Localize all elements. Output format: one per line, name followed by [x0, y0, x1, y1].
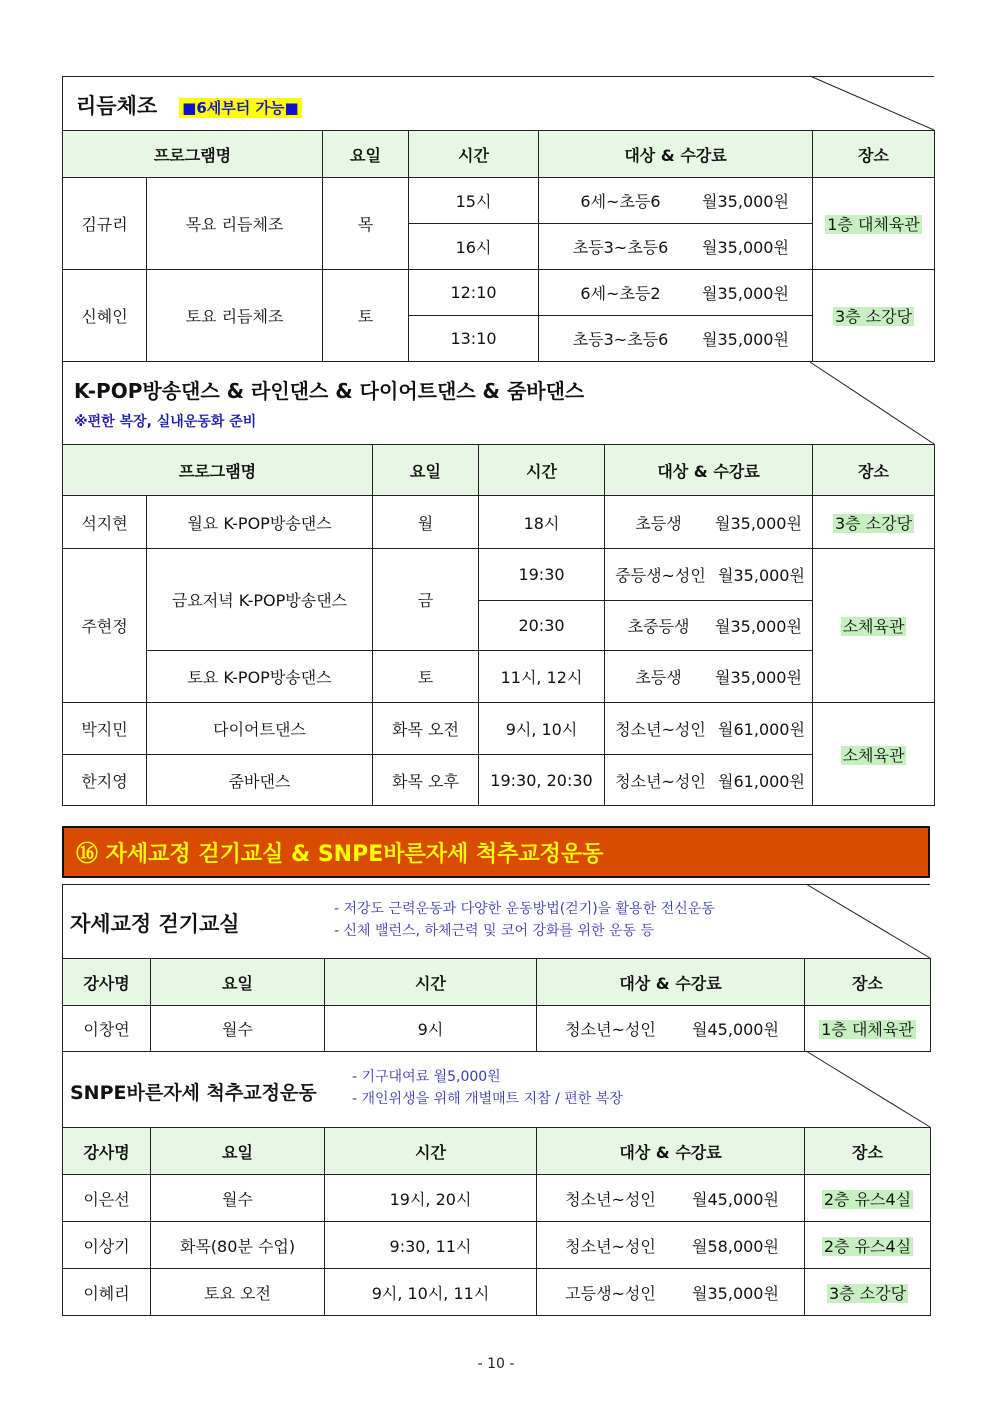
table-row — [63, 1222, 931, 1269]
header-place: 장소 — [813, 131, 935, 178]
time: 9:30, 11시 — [325, 1222, 537, 1269]
program: 토요 리듬체조 — [147, 270, 323, 362]
snpe-title-diagonal — [806, 1051, 932, 1129]
target-fee: 6세~초등6 월35,000원 — [539, 178, 813, 224]
day: 월수 — [151, 1175, 325, 1222]
section-banner: ⑯ 자세교정 걷기교실 & SNPE바른자세 척추교정운동 — [62, 826, 930, 878]
place: 2층 유스4실 — [805, 1222, 931, 1269]
instructor: 이창연 — [63, 1006, 151, 1052]
instructor: 주현정 — [63, 549, 147, 703]
target-fee: 고등생~성인 월35,000원 — [537, 1269, 805, 1316]
walking-title-diagonal — [806, 884, 932, 960]
table-row — [63, 270, 935, 316]
program: 금요저녁 K-POP방송댄스 — [147, 549, 373, 651]
rhythm-title-diagonal — [810, 76, 936, 132]
walking-note-2: - 신체 밸런스, 하체근력 및 코어 강화를 위한 운동 등 — [334, 923, 655, 939]
age-badge: ■6세부터 가능■ — [179, 98, 301, 118]
table-row — [63, 549, 935, 601]
place: 2층 유스4실 — [805, 1175, 931, 1222]
time: 13:10 — [409, 316, 539, 362]
time: 19:30, 20:30 — [479, 755, 605, 806]
instructor: 이혜리 — [63, 1269, 151, 1316]
header-time: 시간 — [325, 959, 537, 1006]
header-day: 요일 — [151, 1128, 325, 1175]
header-target-fee: 대상 & 수강료 — [605, 445, 813, 496]
day: 토 — [323, 270, 409, 362]
snpe-note-2: - 개인위생을 위해 개별매트 지참 / 편한 복장 — [352, 1091, 623, 1107]
dance-note: ※편한 복장, 실내운동화 준비 — [74, 414, 257, 430]
target-fee: 초등생 월35,000원 — [605, 651, 813, 703]
table-row — [63, 651, 935, 703]
table-row — [63, 178, 935, 224]
header-place: 장소 — [805, 1128, 931, 1175]
place: 3층 소강당 — [813, 496, 935, 549]
rhythm-title: 리듬체조 ■6세부터 가능■ — [76, 90, 302, 120]
target-fee: 중등생~성인 월35,000원 — [605, 549, 813, 601]
table-row — [63, 1175, 931, 1222]
place: 3층 소강당 — [813, 270, 935, 362]
place: 소체육관 — [813, 703, 935, 806]
target-fee: 초등3~초등6 월35,000원 — [539, 316, 813, 362]
table-row — [63, 755, 935, 806]
day: 월 — [373, 496, 479, 549]
target-fee: 6세~초등2 월35,000원 — [539, 270, 813, 316]
program: 월요 K-POP방송댄스 — [147, 496, 373, 549]
day: 목 — [323, 178, 409, 270]
day: 화목 오후 — [373, 755, 479, 806]
header-program: 프로그램명 — [63, 131, 323, 178]
place: 3층 소강당 — [805, 1269, 931, 1316]
instructor: 이상기 — [63, 1222, 151, 1269]
header-time: 시간 — [479, 445, 605, 496]
instructor: 한지영 — [63, 755, 147, 806]
header-day: 요일 — [151, 959, 325, 1006]
target-fee: 청소년~성인 월61,000원 — [605, 755, 813, 806]
walking-title: 자세교정 걷기교실 — [70, 912, 240, 936]
target-fee: 청소년~성인 월45,000원 — [537, 1175, 805, 1222]
instructor: 석지현 — [63, 496, 147, 549]
time: 11시, 12시 — [479, 651, 605, 703]
dance-title: K-POP방송댄스 & 라인댄스 & 다이어트댄스 & 줌바댄스 — [74, 379, 585, 403]
time: 12:10 — [409, 270, 539, 316]
day: 화목(80분 수업) — [151, 1222, 325, 1269]
place: 소체육관 — [813, 549, 935, 703]
time: 15시 — [409, 178, 539, 224]
time: 20:30 — [479, 601, 605, 651]
snpe-note-1: - 기구대여료 월5,000원 — [352, 1069, 501, 1085]
target-fee: 청소년~성인 월61,000원 — [605, 703, 813, 755]
header-target-fee: 대상 & 수강료 — [537, 1128, 805, 1175]
page-number: - 10 - — [477, 1356, 515, 1372]
place: 1층 대체육관 — [813, 178, 935, 270]
instructor: 신혜인 — [63, 270, 147, 362]
instructor: 김규리 — [63, 178, 147, 270]
time: 16시 — [409, 224, 539, 270]
target-fee: 초등생 월35,000원 — [605, 496, 813, 549]
instructor: 이은선 — [63, 1175, 151, 1222]
header-time: 시간 — [409, 131, 539, 178]
dance-table — [62, 444, 935, 806]
header-place: 장소 — [805, 959, 931, 1006]
place: 1층 대체육관 — [805, 1006, 931, 1052]
header-instructor: 강사명 — [63, 1128, 151, 1175]
header-program: 프로그램명 — [63, 445, 373, 496]
dance-title-diagonal — [810, 362, 936, 446]
day: 토 — [373, 651, 479, 703]
header-day: 요일 — [323, 131, 409, 178]
instructor: 박지민 — [63, 703, 147, 755]
day: 토요 오전 — [151, 1269, 325, 1316]
day: 금 — [373, 549, 479, 651]
rhythm-table — [62, 130, 935, 362]
header-time: 시간 — [325, 1128, 537, 1175]
program: 다이어트댄스 — [147, 703, 373, 755]
program: 줌바댄스 — [147, 755, 373, 806]
time: 19시, 20시 — [325, 1175, 537, 1222]
snpe-table — [62, 1127, 931, 1316]
snpe-title: SNPE바른자세 척추교정운동 — [70, 1082, 317, 1104]
table-row — [63, 1269, 931, 1316]
header-instructor: 강사명 — [63, 959, 151, 1006]
day: 화목 오전 — [373, 703, 479, 755]
header-target-fee: 대상 & 수강료 — [537, 959, 805, 1006]
walking-table — [62, 958, 931, 1052]
program: 목요 리듬체조 — [147, 178, 323, 270]
table-row — [63, 703, 935, 755]
table-row — [63, 496, 935, 549]
time: 19:30 — [479, 549, 605, 601]
time: 9시, 10시, 11시 — [325, 1269, 537, 1316]
time: 18시 — [479, 496, 605, 549]
header-target-fee: 대상 & 수강료 — [539, 131, 813, 178]
target-fee: 청소년~성인 월58,000원 — [537, 1222, 805, 1269]
walking-note-1: - 저강도 근력운동과 다양한 운동방법(걷기)을 활용한 전신운동 — [334, 901, 715, 917]
header-place: 장소 — [813, 445, 935, 496]
target-fee: 청소년~성인 월45,000원 — [537, 1006, 805, 1052]
header-day: 요일 — [373, 445, 479, 496]
target-fee: 초등3~초등6 월35,000원 — [539, 224, 813, 270]
program: 토요 K-POP방송댄스 — [147, 651, 373, 703]
time: 9시 — [325, 1006, 537, 1052]
time: 9시, 10시 — [479, 703, 605, 755]
target-fee: 초중등생 월35,000원 — [605, 601, 813, 651]
table-row — [63, 1006, 931, 1052]
day: 월수 — [151, 1006, 325, 1052]
